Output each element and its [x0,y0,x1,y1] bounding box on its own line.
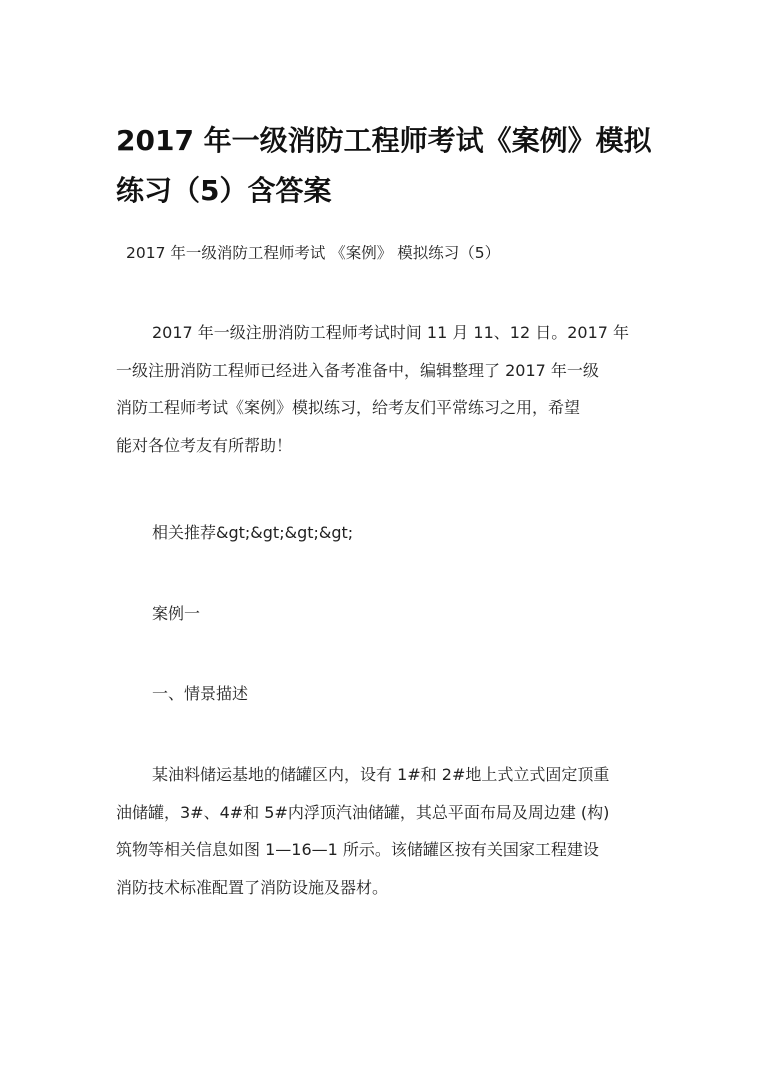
scenario-line-4: 消防技术标准配置了消防设施及器材。 [116,877,389,897]
related-recommendations-link[interactable]: 相关推荐&gt;&gt;&gt;&gt; [152,523,354,542]
intro-line-3: 消防工程师考试《案例》模拟练习，给考友们平常练习之用，希望 [116,398,581,417]
intro-line-2: 一级注册消防工程师已经进入备考准备中，编辑整理了 2017 年一级 [116,360,599,380]
scenario-line-2: 油储罐，3#、4#和 5#内浮顶汽油储罐，其总平面布局及周边建 (构) [116,802,610,822]
document-title [116,116,656,216]
section-heading: 一、情景描述 [152,684,249,703]
scenario-line-3: 筑物等相关信息如图 1—16—1 所示。该储罐区按有关国家工程建设 [116,840,599,859]
intro-line-4: 能对各位考友有所帮助！ [116,435,293,455]
document-subtitle: 2017 年一级消防工程师考试 《案例》 模拟练习（5） [126,244,501,262]
intro-paragraph [116,314,656,464]
title-line-2: 练习（5）含答案 [116,174,332,207]
scenario-line-1: 某油料储运基地的储罐区内，设有 1#和 2#地上式立式固定顶重 [152,765,610,784]
case-heading: 案例一 [152,604,201,623]
title-line-1: 2017 年一级消防工程师考试《案例》模拟 [116,124,652,157]
scenario-paragraph [116,756,656,906]
intro-line-1: 2017 年一级注册消防工程师考试时间 11 月 11、12 日。2017 年 [152,323,630,342]
